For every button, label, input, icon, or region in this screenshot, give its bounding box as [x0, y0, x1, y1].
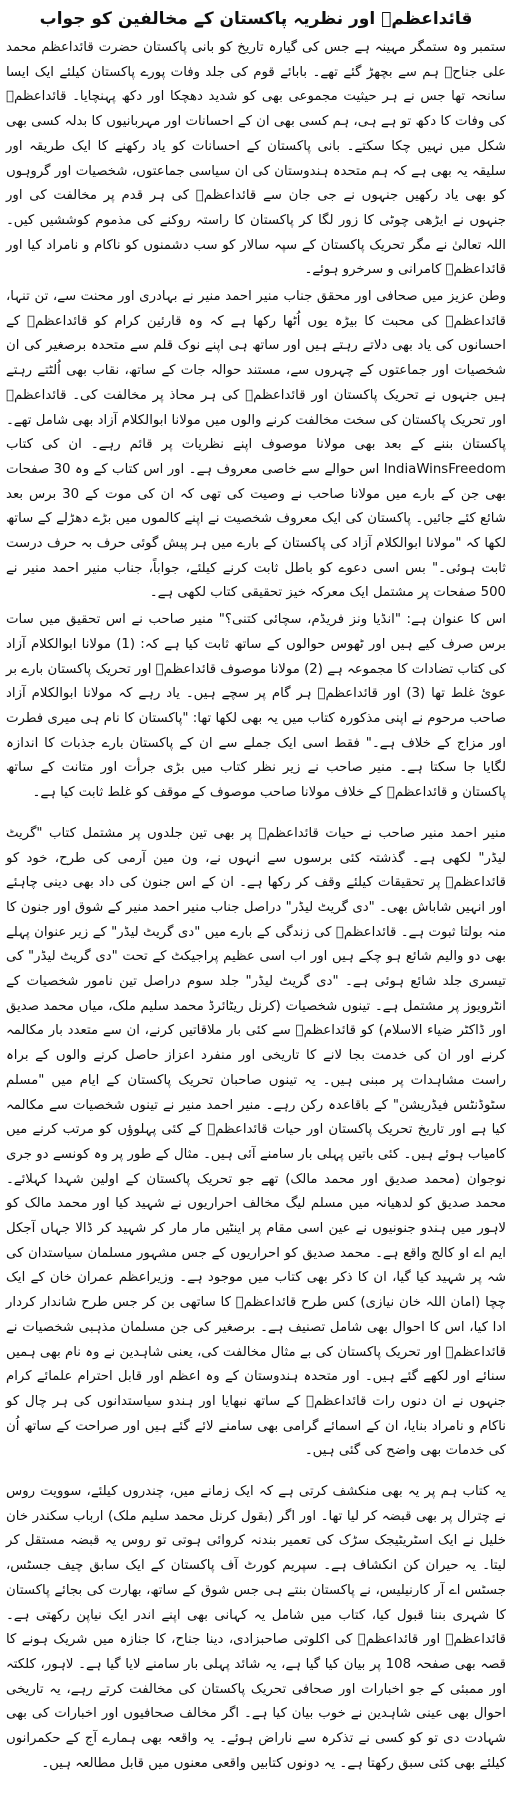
article-body [6, 36, 506, 1777]
article-paragraph-2: وطن عزیز میں صحافی اور محقق جناب منیر احمد منیر نے بہادری اور محنت سے، تن تنہا، قائداعظمؒ کی محبت کا بیڑہ یوں اُٹھا رکھا ہے کہ وہ قارئین کرام کو قائداعظمؒ کے احسانوں کی یاد بھی دلاتے رہتے ہیں اور ساتھ ہی اپنے نوک قلم سے متحدہ برصغیر کی ان شخصیات اور جماعتوں کے چہروں سے، مستند حوالہ جات کے ساتھ، نقاب بھی اُلٹتے رہتے ہیں جنہوں نے تحریک پاکستان اور قائداعظمؒ کی ہر محاذ پر مخالفت کی۔ قائداعظمؒ اور تحریک پاکستان کی سخت مخالفت کرنے والوں میں مولانا ابوالکلام آزاد بھی شامل تھے۔ پاکستان بننے کے بعد بھی مولانا موصوف اپنے نظریات پر قائم رہے۔ ان کی کتاب IndiaWinsFreedom اس حوالے سے خاصی معروف ہے۔ اور اس کتاب کے وہ 30 صفحات بھی جن کے بارے میں مولانا صاحب نے وصیت کی تھی کہ ان کی موت کے 30 برس بعد شائع کئے جائیں۔ پاکستان کی ایک معروف شخصیت نے اپنے کالموں میں بڑے دھڑلے کے ساتھ لکھا کہ "مولانا ابوالکلام آزاد کی پاکستان کے بارے میں ہر پیش گوئی حرف بہ حرف درست ثابت ہوئی۔" بس اسی دعوے کو باطل ثابت کرنے کیلئے، جواباً، جناب منیر احمد منیر نے 500 صفحات پر مشتمل ایک معرکہ خیز تحقیقی کتاب لکھی ہے۔ [6, 289, 506, 601]
article-paragraph-5: یہ کتاب ہم پر یہ بھی منکشف کرتی ہے کہ ایک زمانے میں، چندروں کیلئے، سوویت روس نے چترال پر بھی قبضہ کر لیا تھا۔ اور اگر (بقول کرنل محمد سلیم ملک) ارباب سکندر خان خلیل نے ایک اسٹریٹیجک سڑک کی تعمیر بندنہ کروائی ہوتی تو روس یہ قبضہ مستقل کر لیتا۔ یہ حیران کن انکشاف ہے۔ سپریم کورٹ آف پاکستان کے ایک سابق چیف جسٹس، جسٹس اے آر کارنیلیس، نے پاکستان بنتے ہی جس شوق کے ساتھ، بھارت کی بجائے پاکستان کا شہری بننا قبول کیا، کتاب میں شامل یہ کہانی بھی اپنے اندر ایک نیاپن رکھتی ہے۔ قائداعظمؒ اور قائداعظمؒ کی اکلوتی صاحبزادی، دینا جناح، کا جنازہ میں شریک ہونے کا قصہ بھی صفحہ 108 پر بیان کیا گیا ہے، یہ شائد پہلی بار سامنے لایا گیا ہے۔ لاہور، کلکتہ اور ممبئی کے جو اخبارات اور صحافی تحریک پاکستان کی مخالفت کرتے رہے، یہ تاریخی احوال بھی عینی شاہدین نے خوب بیان کیا ہے۔ اگر مخالف صحافیوں اور اخبارات کی بھی شہادت دی تو کو کسی نے تذکرہ سے ناراض ہوئے۔ یہ واقعہ بھی ہمارے آج کے حکمرانوں کیلئے بھی کئی سبق رکھتا ہے۔ یہ دونوں کتابیں واقعی معنوں میں قابل مطالعہ ہیں۔ [6, 1484, 506, 1771]
article-headline: قائداعظمؒ اور نظریہ پاکستان کے مخالفین کو جواب [39, 9, 473, 29]
article-paragraph-4: منیر احمد منیر صاحب نے حیات قائداعظمؒ پر بھی تین جلدوں پر مشتمل کتاب "گریٹ لیڈر" لکھی ہے۔ گذشتہ کئی برسوں سے انہوں نے، ون مین آرمی کی طرح، خود کو قائداعظمؒ پر تحقیقات کیلئے وقف کر رکھا ہے۔ ان کے اس جنون کی داد بھی دینی چاہئے اور انہیں شاباش بھی۔ "دی گریٹ لیڈر" دراصل جناب منیر احمد منیر کے شوق اور جنون کا منہ بولتا ثبوت ہے۔ قائداعظمؒ کی زندگی کے بارے میں "دی گریٹ لیڈر" کے زیر عنوان پہلے بھی دو والیم شائع ہو چکے ہیں اور اب اسی عظیم پراجیکٹ کے تحت "دی گریٹ لیڈر" کی تیسری جلد شائع ہوئی ہے۔ "دی گریٹ لیڈر" جلد سوم دراصل تین نامور شخصیات کے انٹرویوز پر مشتمل ہے۔ تینوں شخصیات (کرنل ریٹائرڈ محمد سلیم ملک، میاں محمد صدیق اور ڈاکٹر ضیاء الاسلام) کو قائداعظمؒ سے کئی بار ملاقاتیں کرنے، ان سے متعدد بار مکالمہ کرنے اور ان کی خدمت بجا لانے کا تاریخی اور منفرد اعزاز حاصل کرنے والوں کے براہ راست مشاہدات پر مبنی ہیں۔ یہ تینوں صاحبان تحریک پاکستان کے ایام میں "مسلم سٹوڈنٹس فیڈریشن" کے باقاعدہ رکن رہے۔ منیر احمد منیر نے تینوں شخصیات سے مکالمہ کیا ہے اور تاریخ تحریک پاکستان اور حیات قائداعظمؒ کے کئی پہلوؤں کو مرتب کرنے میں کامیاب ہوئے ہیں۔ کئی باتیں پہلی بار سامنے آئی ہیں۔ مثال کے طور پر وہ کونسے دو جری نوجوان (محمد صدیق اور محمد مالک) تھے جو تحریک پاکستان کے اولین شہدا کہلائے۔ محمد صدیق کو لدھیانہ میں مسلم لیگ مخالف احراریوں نے شہید کیا اور محمد مالک کو لاہور میں ہندو جنونیوں نے عین اسی مقام پر اینٹیں مار مار کر شہید کر ڈالا جہاں آجکل ایم اے او کالج واقع ہے۔ محمد صدیق کو احراریوں کے جس مشہور مسلمان سیاستدان کی شہ پر شہید کیا گیا، ان کا ذکر بھی کتاب میں موجود ہے۔ وزیراعظم عمران خان کے ایک چچا (امان اللہ خان نیازی) کس طرح قائداعظمؒ کا ساتھی بن کر جس طرح شاندار کردار ادا کیا، اس کا احوال بھی شامل تصنیف ہے۔ برصغیر کی جن مسلمان مذہبی شخصیات نے قائداعظمؒ اور تحریک پاکستان کی بے مثال مخالفت کی، یعنی شاہدین نے وہ نام بھی ہمیں سنائے اور لکھے گئے ہیں۔ اور متحدہ ہندوستان کے وہ اعظم اور قابل احترام علمائے کرام جنہوں نے ان دنوں رات قائداعظمؒ کے ساتھ نبھایا اور ہندو سیاستدانوں کی ہر چال کو ناکام و نامراد بنایا، ان کے اسمائے گرامی بھی سامنے لائے گئے ہیں اور صراحت کے ساتھ اُن کی خدمات بھی واضح کی گئی ہیں۔ [6, 825, 506, 1459]
article-paragraph-3: اس کا عنوان ہے: "انڈیا ونز فریڈم، سچائی کتنی؟" منیر صاحب نے اس تحقیق میں سات برس صرف کیے ہیں اور ٹھوس حوالوں کے ساتھ ثابت کیا ہے کہ: (1) مولانا ابوالکلام آزاد کی کتاب تضادات کا مجموعہ ہے (2) مولانا موصوف قائداعظمؒ اور تحریک پاکستان بارے بر عوئ غلط تھا (3) اور قائداعظمؒ ہر گام پر سچے ہیں۔ یاد رہے کہ مولانا ابوالکلام آزاد صاحب مرحوم نے اپنی مذکورہ کتاب میں یہ بھی لکھا تھا: "پاکستان کا نام ہی میری فطرت اور مزاج کے خلاف ہے۔" فقط اسی ایک جملے سے ان کے پاکستان بارے جذبات کا اندازہ لگایا جا سکتا ہے۔ منیر صاحب نے زیر نظر کتاب میں بڑی جرأت اور متانت کے ساتھ پاکستان و قائداعظمؒ کے خلاف مولانا صاحب موصوف کے موقف کو غلط ثابت کیا ہے۔ [6, 612, 506, 801]
article-paragraph-1: ستمبر وہ ستمگر مہینہ ہے جس کی گیارہ تاریخ کو بانی پاکستان حضرت قائداعظم محمد علی جناحؒ ہم سے بچھڑ گئے تھے۔ بابائے قوم کی جلد وفات پورے پاکستان کیلئے ایک ایسا سانحہ تھا جس نے ہر حیثیت مجموعی بھی کو شدید دھچکا اور دکھ پہنچایا۔ قائداعظمؒ کی وفات کا دکھ تو ہے ہی، ہم کسی بھی ان کے احسانات اور مہربانیوں کا بدلہ کسی بھی شکل میں نہیں چکا سکتے۔ بانی پاکستان کے احسانات کو یاد رکھنے کا ایک طریقہ اور سلیقہ یہ بھی ہے کہ ہم متحدہ ہندوستان کی ان سیاسی جماعتوں، شخصیات اور گروہوں کو بھی یاد رکھیں جنہوں نے جی جان سے قائداعظمؒ کی ہر قدم پر مخالفت کی اور جنہوں نے ایڑھی چوٹی کا زور لگا کر پاکستان کا راستہ روکنے کی مذموم کوششیں کیں۔ اللہ تعالیٰ نے مگر تحریک پاکستان کے سپہ سالار کو سب دشمنوں کو ناکام و نامراد کیا اور قائداعظمؒ کامرانی و سرخرو ہوئے۔ [6, 40, 506, 278]
paragraph-spacer [6, 808, 506, 822]
paragraph-spacer [6, 1466, 506, 1480]
